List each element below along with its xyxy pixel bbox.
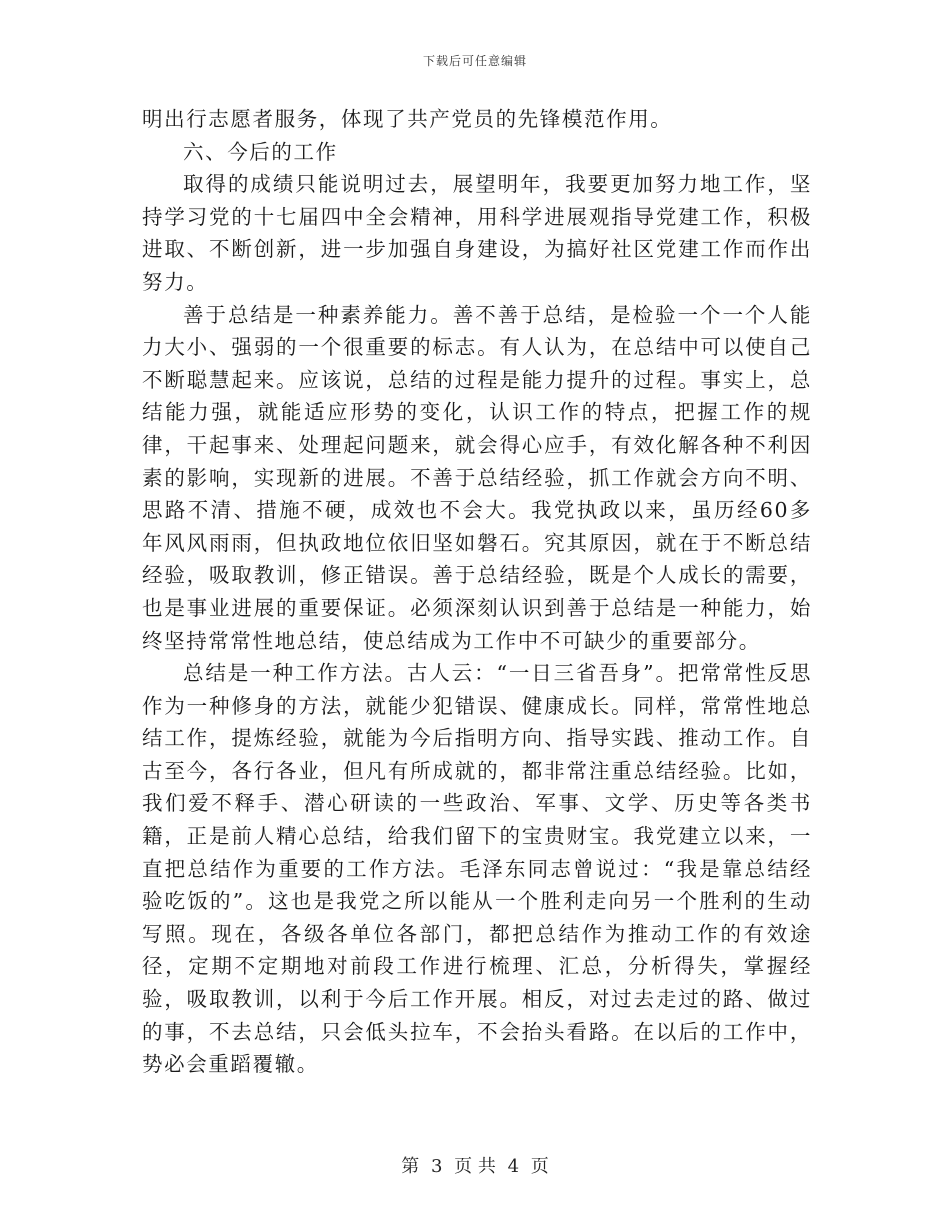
page-footer-prefix: 第 [401, 1156, 420, 1177]
paragraph-continuation: 明出行志愿者服务，体现了共产党员的先锋模范作用。 [142, 107, 673, 131]
section-heading: 六、今后的工作 [183, 139, 338, 164]
page-footer [0, 1152, 950, 1178]
paragraph: 善于总结是一种素养能力。善不善于总结，是检验一个一个人能力大小、强弱的一个很重要的标志。有人认为，在总结中可以使自己不断聪慧起来。应该说，总结的过程是能力提升的过程。事实上，总结能力强，就能适应形势的变化，认识工作的特点，把握工作的规律，干起事来、处理起问题来，就会得心应手，有效化解各种不利因素的影响，实现新的进展。不善于总结经验，抓工作就会方向不明、思路不清、措施不硬，成效也不会大。我党执政以来，虽历经60多年风风雨雨，但执政地位依旧坚如磐石。究其原因，就在于不断总结经验，吸取教训，修正错误。善于总结经验，既是个人成长的需要，也是事业进展的重要保证。必须深刻认识到善于总结是一种能力，始终坚持常常性地总结，使总结成为工作中不可缺少的重要部分。 [142, 302, 812, 653]
page-header: 下载后可任意编辑 [422, 54, 527, 68]
page-number-total: 4 [507, 1156, 520, 1177]
paragraph: 总结是一种工作方法。古人云：“一日三省吾身”。把常常性反思作为一种修身的方法，就能少犯错误、健康成长。同样，常常性地总结工作，提炼经验，就能为今后指明方向、指导实践、推动工作。自古至今，各行各业，但凡有所成就的，都非常注重总结经验。比如，我们爱不释手、潜心研读的一些政治、军事、文学、历史等各类书籍，正是前人精心总结，给我们留下的宝贵财宝。我党建立以来，一直把总结作为重要的工作方法。毛泽东同志曾说过：“我是靠总结经验吃饭的”。这也是我党之所以能从一个胜利走向另一个胜利的生动写照。现在，各级各单位各部门，都把总结作为推动工作的有效途径，定期不定期地对前段工作进行梳理、汇总，分析得失，掌握经验，吸取教训，以利于今后工作开展。相反，对过去走过的路、做过的事，不去总结，只会低头拉车，不会抬头看路。在以后的工作中，势必会重蹈覆辙。 [142, 661, 812, 1077]
paragraph: 取得的成绩只能说明过去，展望明年，我要更加努力地工作，坚持学习党的十七届四中全会精神，用科学进展观指导党建工作，积极进取、不断创新，进一步加强自身建设，为搞好社区党建工作而作出努力。 [142, 172, 812, 294]
page-footer-suffix: 页 [530, 1156, 549, 1177]
page-number-current: 3 [430, 1156, 443, 1177]
document-body [142, 103, 812, 1081]
page-footer-middle: 页 共 [454, 1156, 496, 1177]
